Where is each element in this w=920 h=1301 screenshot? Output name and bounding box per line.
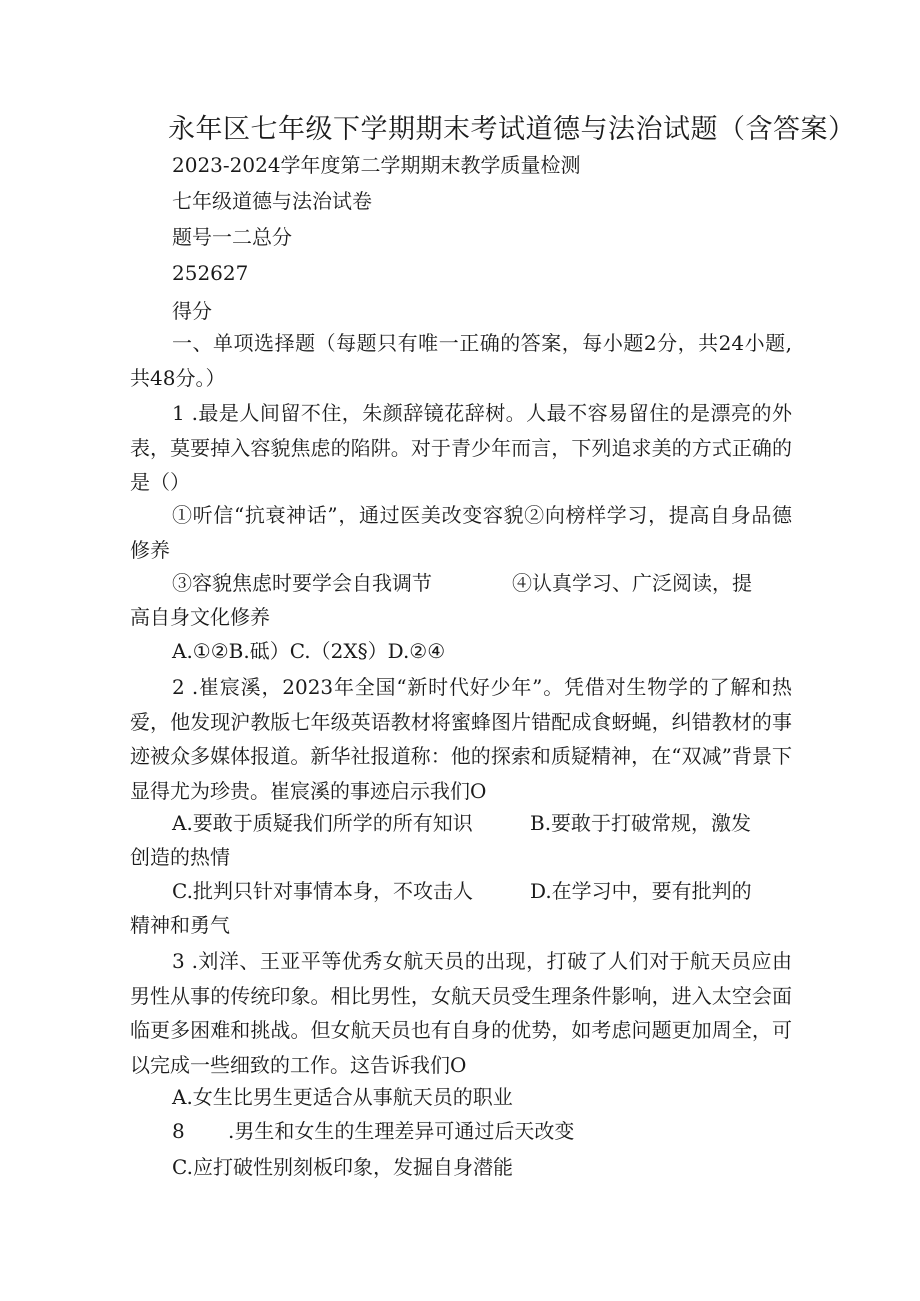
score-table-header: 题号一二总分	[172, 225, 292, 249]
score-table-numbers: 252627	[172, 261, 249, 285]
question-1-stem: 1 .最是人间留不住，朱颜辞镜花辞树。人最不容易留住的是漂亮的外表，莫要掉入容貌焦虑的陷阱。对于青少年而言，下列追求美的方式正确的是（）	[130, 401, 792, 494]
document-title: 永年区七年级下学期期末考试道德与法治试题（含答案）	[168, 114, 856, 145]
score-label: 得分	[172, 299, 212, 323]
question-3-stem: 3 .刘洋、王亚平等优秀女航天员的出现，打破了人们对于航天员应由男性从事的传统印象。相比男性，女航天员受生理条件影响，进入太空会面临更多困难和挑战。但女航天员也有自身的优势，如考虑问题更加周全，可以完成一些细致的工作。这告诉我们O	[130, 949, 792, 1077]
question-2-option-b: B.要敢于打破常规，激发	[530, 811, 752, 835]
question-2-option-d-cont: 精神和勇气	[130, 913, 230, 937]
question-2-stem: 2 .崔宸溪，2023年全国“新时代好少年”。凭借对生物学的了解和热爱，他发现沪教版七年级英语教材将蜜蜂图片错配成食蚜蝇，纠错教材的事迹被众多媒体报道。新华社报道称：他的探索和质疑精神，在“双减”背景下显得尤为珍贵。崔宸溪的事迹启示我们O	[130, 675, 792, 803]
question-1-item-3: ③容貌焦虑时要学会自我调节	[172, 571, 432, 595]
paper-name: 七年级道德与法治试卷	[172, 189, 372, 213]
question-2-option-d: D.在学习中，要有批判的	[530, 879, 752, 903]
question-3-option-b: .男生和女生的生理差异可通过后天改变	[228, 1119, 575, 1143]
question-2-option-b-cont: 创造的热情	[130, 845, 230, 869]
question-2-option-a: A.要敢于质疑我们所学的所有知识	[172, 811, 473, 835]
question-2-option-c: C.批判只针对事情本身，不攻击人	[172, 879, 473, 903]
exam-subtitle: 2023-2024学年度第二学期期末教学质量检测	[172, 153, 581, 177]
question-3-option-a: A.女生比男生更适合从事航天员的职业	[172, 1085, 513, 1109]
question-1-item-4: ④认真学习、广泛阅读，提	[512, 571, 752, 595]
section-heading: 一、单项选择题（每题只有唯一正确的答案，每小题2分，共24小题,共48分。）	[130, 331, 792, 390]
question-1-items: ①听信“抗衰神话”，通过医美改变容貌②向榜样学习，提高自身品德修养	[130, 503, 792, 562]
question-1-item-4-cont: 高自身文化修养	[130, 605, 270, 629]
question-1-options: A.①②B.砥）C.（2X§）D.②④	[172, 639, 446, 663]
question-3-option-b-number: 8	[172, 1119, 185, 1143]
question-3-option-c: C.应打破性别刻板印象，发掘自身潜能	[172, 1155, 513, 1179]
